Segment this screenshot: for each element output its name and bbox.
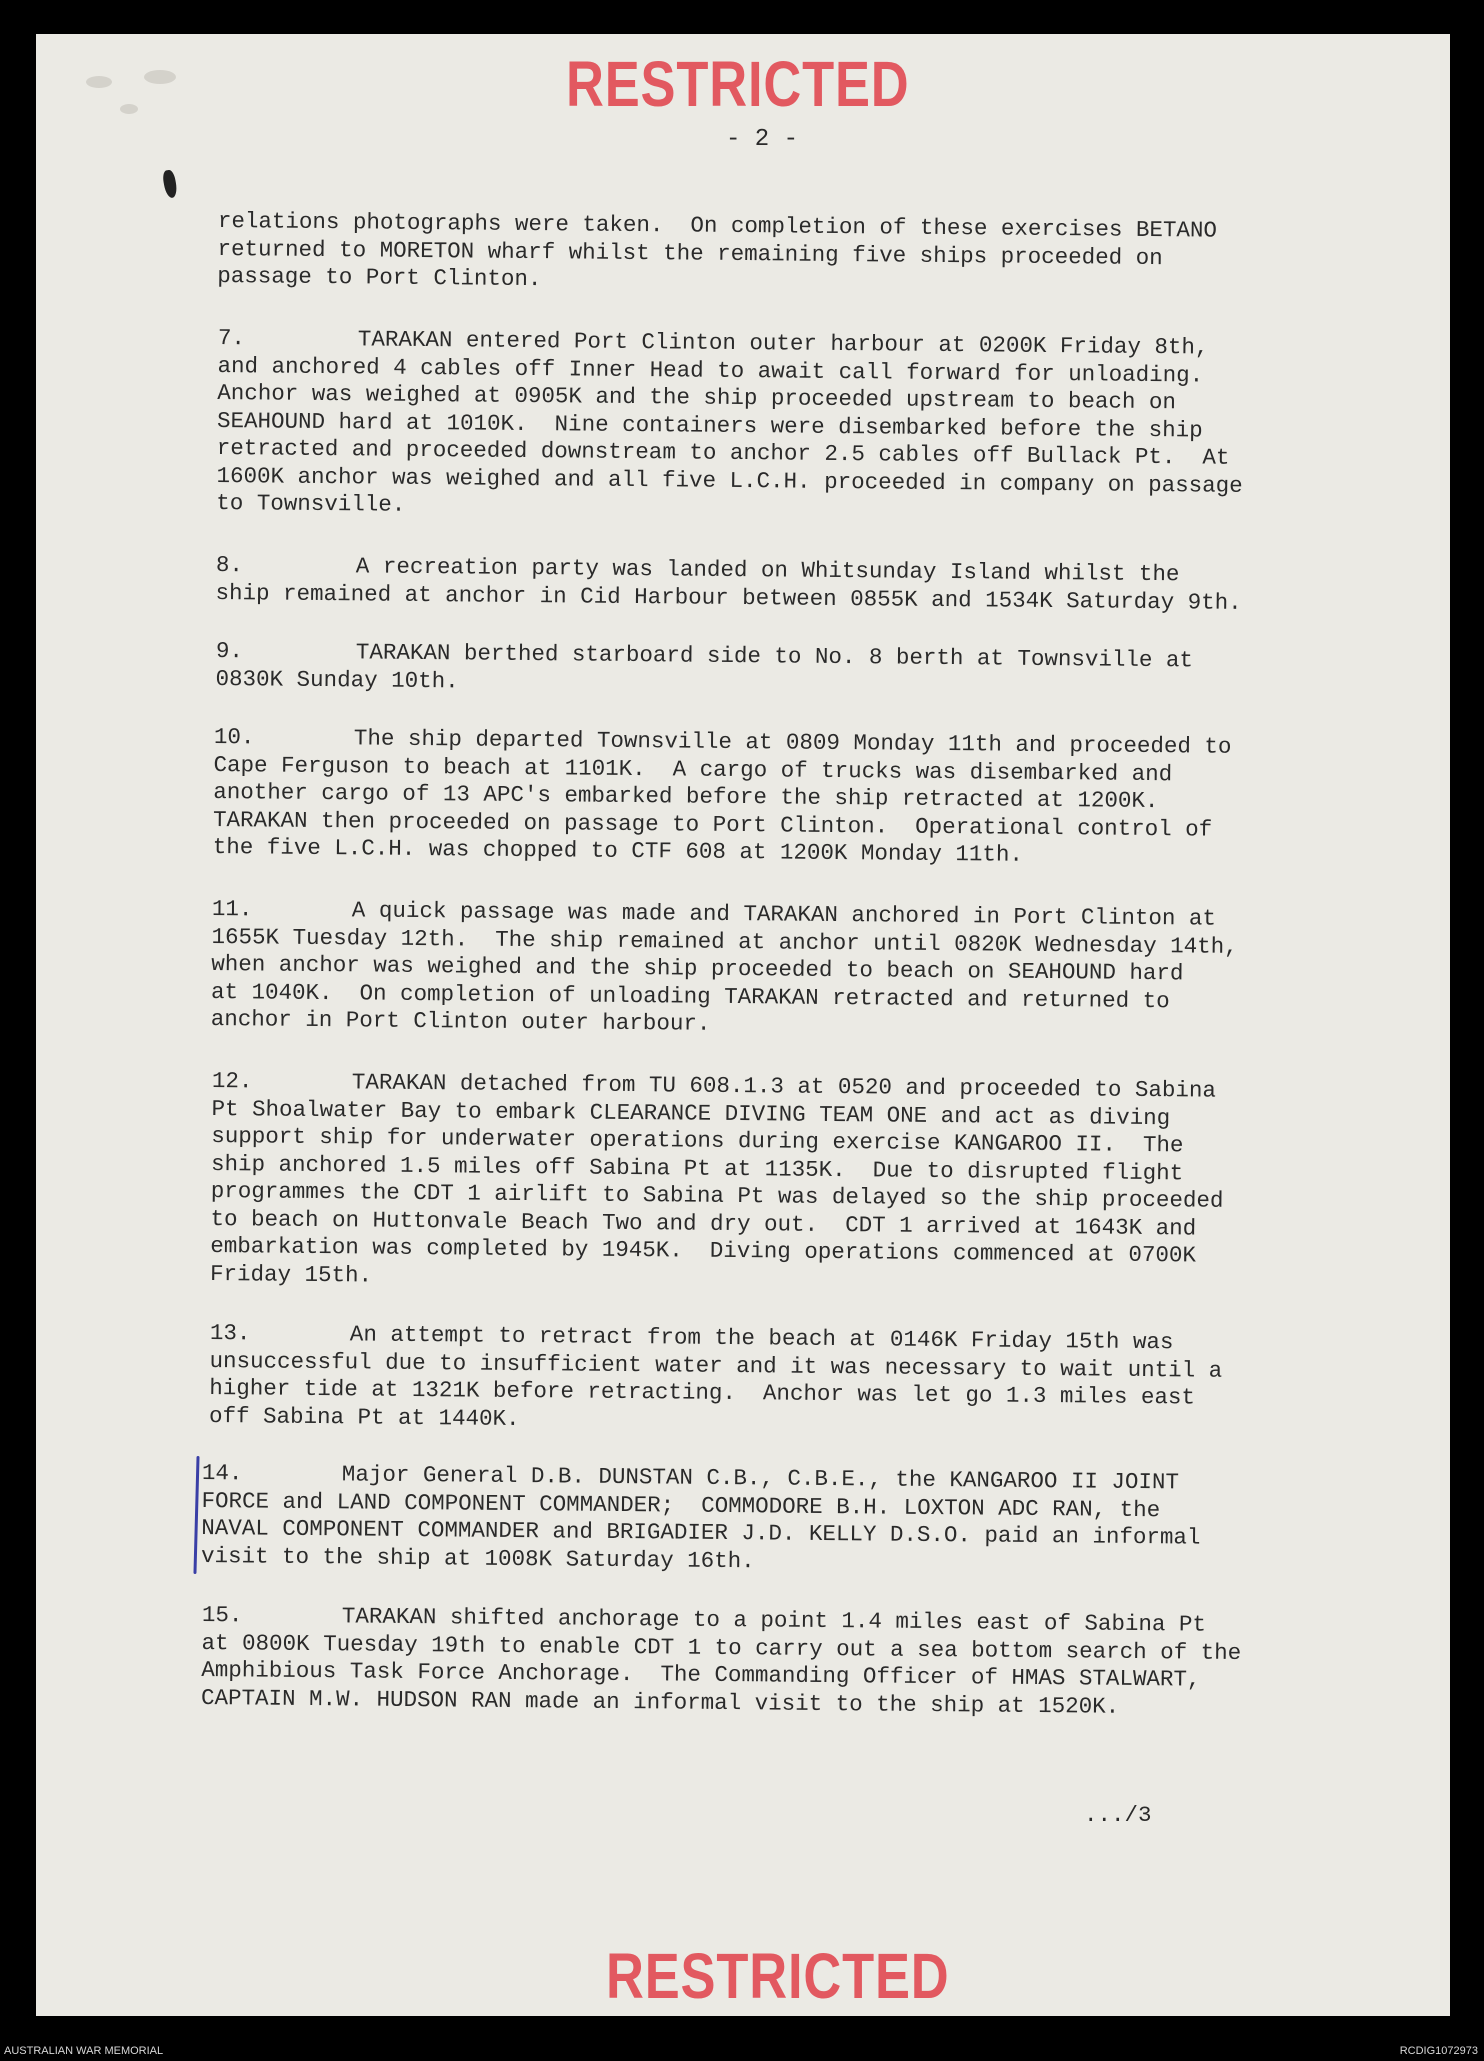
restricted-stamp-top: RESTRICTED [566,48,910,120]
text-line-content: TARAKAN shifted anchorage to a point 1.4 miles east of Sabina Pt [341,1603,1207,1638]
text-line: 0830K Sunday 10th. [215,665,459,694]
text-line: 1600K anchor was weighed and all five L.C.H. proceeded in company on passage [216,462,1243,499]
text-line: embarkation was completed by 1945K. Diving operations commenced at 0700K [210,1232,1197,1269]
text-line: Cape Ferguson to beach at 1101K. A cargo of trucks was disembarked and [213,751,1173,787]
paragraph-number: 10. [213,724,255,751]
paragraph-number: 8. [215,552,244,579]
text-line: at 0800K Tuesday 19th to enable CDT 1 to carry out a sea bottom search of the [201,1629,1242,1666]
paragraph-number: 12. [211,1068,253,1095]
restricted-stamp-bottom: RESTRICTED [606,1940,950,2012]
text-line: and anchored 4 cables off Inner Head to await call forward for unloading. [217,352,1204,388]
paper-blemish [86,76,112,88]
paragraph-7 [216,325,1244,527]
text-line: higher tide at 1321K before retracting. Anchor was let go 1.3 miles east [209,1374,1196,1411]
text-line: TARAKAN then proceeded on passage to Port Clinton. Operational control of [212,806,1213,843]
paragraph-number: 7. [217,325,246,352]
text-line: retracted and proceeded downstream to anchor 2.5 cables off Bullack Pt. At [216,434,1230,471]
text-line: to Townsville. [216,489,406,518]
text-line: support ship for underwater operations during exercise KANGAROO II. The [211,1122,1184,1159]
punch-hole [162,169,179,199]
paper-blemish [120,104,138,114]
text-line: anchor in Port Clinton outer harbour. [210,1005,711,1037]
page-number: - 2 - [726,126,799,153]
text-line: the five L.C.H. was chopped to CTF 608 at 1200K Monday 11th. [212,833,1024,868]
paragraph-11 [211,896,1238,1043]
document-page [36,34,1450,2016]
continued-marker: .../3 [1084,1802,1152,1828]
text-line: passage to Port Clinton. [217,262,542,293]
text-line: visit to the ship at 1008K Saturday 16th. [200,1542,755,1574]
paragraph-number: 13. [209,1320,251,1347]
paragraph-8 [215,552,1242,617]
text-line: unsuccessful due to insufficient water and it was necessary to wait until a [209,1347,1223,1384]
text-line-content: TARAKAN entered Port Clinton outer harbour at 0200K Friday 8th, [357,326,1209,361]
text-line: CAPTAIN M.W. HUDSON RAN made an informal visit to the ship at 1520K. [200,1684,1120,1720]
text-line: relations photographs were taken. On completion of these exercises BETANO [217,208,1218,244]
text-line: to beach on Huttonvale Beach Two and dry out. CDT 1 arrived at 1643K and [210,1205,1197,1241]
paper-blemish [144,70,176,84]
footer-record-id: RCDIG1072973 [1399,2045,1478,2057]
text-line: FORCE and LAND COMPONENT COMMANDER; COMMODORE B.H. LOXTON ADC RAN, the [201,1487,1161,1523]
handwritten-margin-line [193,1456,199,1574]
paragraph-number: 14. [201,1460,243,1487]
text-line: ship anchored 1.5 miles off Sabina Pt at 1135K. Due to disrupted flight [210,1150,1184,1186]
text-line: Pt Shoalwater Bay to embark CLEARANCE DIVING TEAM ONE and act as diving [211,1095,1171,1131]
footer-archive-label: AUSTRALIAN WAR MEMORIAL [4,2045,164,2057]
paragraph-number: 15. [201,1602,243,1629]
text-line-content: A recreation party was landed on Whitsunday Island whilst the [355,553,1180,588]
text-line: ship remained at anchor in Cid Harbour between 0855K and 1534K Saturday 9th. [215,579,1242,616]
text-line: when anchor was weighed and the ship proceeded to beach on SEAHOUND hard [211,950,1184,987]
paragraph-12 [210,1068,1225,1298]
text-line: another cargo of 13 APC's embarked before the ship retracted at 1200K. [213,778,1159,815]
text-line-content: Major General D.B. DUNSTAN C.B., C.B.E., the KANGAROO II JOINT [341,1461,1180,1496]
text-line-content: The ship departed Townsville at 0809 Monday 11th and proceeded to [353,725,1232,760]
text-line: programmes the CDT 1 airlift to Sabina Pt was delayed so the ship proceeded [210,1177,1224,1214]
text-line-content: A quick passage was made and TARAKAN anchored in Port Clinton at [351,897,1217,932]
text-line: off Sabina Pt at 1440K. [208,1402,520,1432]
paragraph-13 [209,1320,1223,1440]
text-line: Amphibious Task Force Anchorage. The Commanding Officer of HMAS STALWART, [201,1656,1201,1693]
paragraph-number: 11. [211,896,253,923]
text-line: returned to MORETON wharf whilst the remaining five ships proceeded on [217,235,1163,271]
text-line: NAVAL COMPONENT COMMANDER and BRIGADIER J.D. KELLY D.S.O. paid an informal [201,1514,1201,1551]
continuation-paragraph [217,208,1217,300]
paragraph-number: 9. [215,638,244,665]
text-line: Friday 15th. [209,1260,373,1289]
paragraph-14 [201,1460,1201,1580]
text-line-content: TARAKAN berthed starboard side to No. 8 berth at Townsville at [355,639,1194,674]
text-line: SEAHOUND hard at 1010K. Nine containers were disembarked before the ship [216,407,1203,443]
paragraph-9 [215,638,1193,702]
text-line-content: An attempt to retract from the beach at 0146K Friday 15th was [349,1321,1174,1356]
paragraph-10 [213,724,1232,871]
text-line: 1655K Tuesday 12th. The ship remained at anchor until 0820K Wednesday 14th, [211,923,1238,960]
text-line-content: TARAKAN detached from TU 608.1.3 at 0520 and proceeded to Sabina [351,1069,1217,1104]
text-line: at 1040K. On completion of unloading TARAKAN retracted and returned to [210,978,1170,1014]
text-line: Anchor was weighed at 0905K and the ship proceeded upstream to beach on [217,379,1177,416]
paragraph-15 [201,1602,1242,1722]
